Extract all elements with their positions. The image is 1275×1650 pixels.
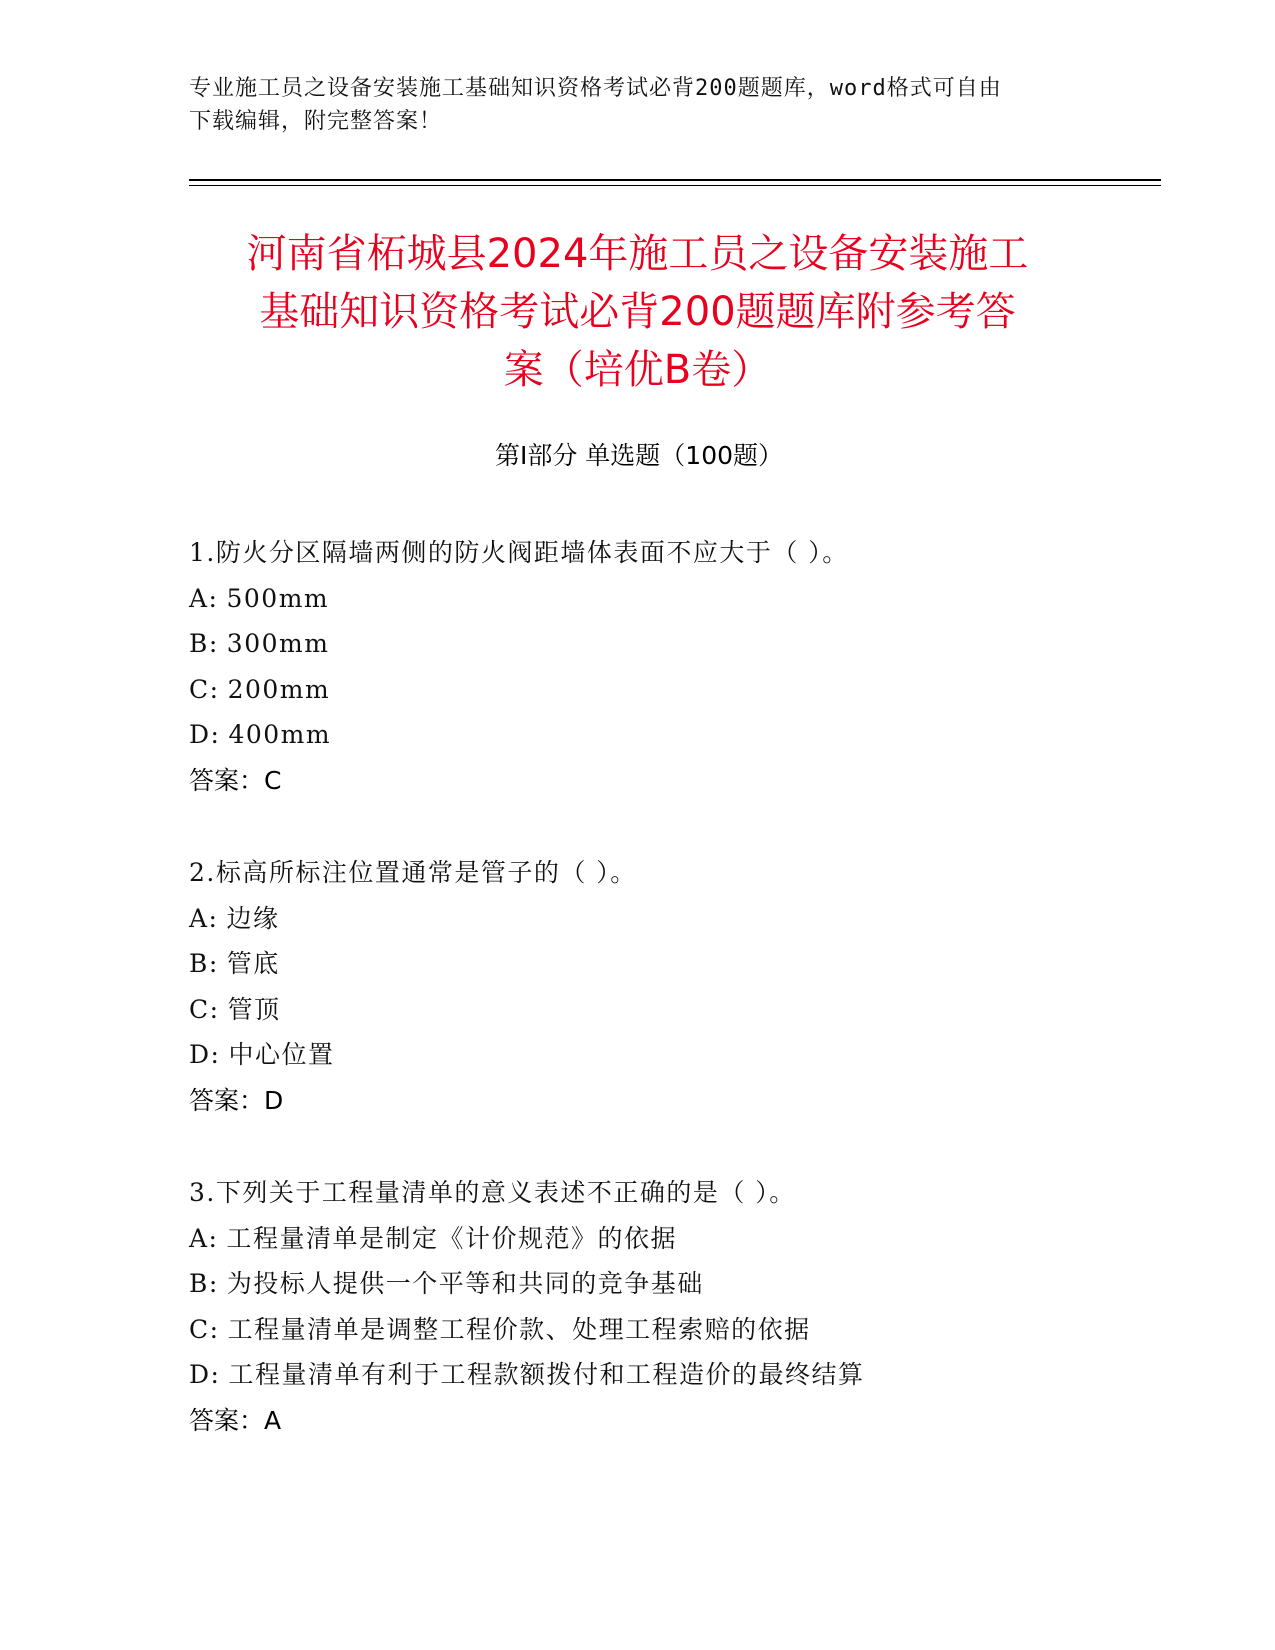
option-key: B: <box>189 1269 219 1298</box>
header-note-line-1: 专业施工员之设备安装施工基础知识资格考试必背200题题库，word格式可自由 <box>189 76 1002 101</box>
option-text: 边缘 <box>226 903 280 933</box>
option-text: 管顶 <box>227 994 281 1024</box>
answer-line: 答案：A <box>189 1405 282 1435</box>
option-key: C: <box>189 674 220 704</box>
option-key: C: <box>189 1314 220 1344</box>
answer-line: 答案：C <box>189 765 282 795</box>
option-b <box>189 1261 1149 1307</box>
option-d <box>189 712 1149 758</box>
option-b <box>189 941 1149 987</box>
document-title-line-3: 案（培优B卷） <box>503 347 772 393</box>
option-text: 工程量清单是制定《计价规范》的依据 <box>226 1223 677 1253</box>
question-stem: 1.防火分区隔墙两侧的防火阀距墙体表面不应大于（ ）。 <box>189 538 849 567</box>
option-key: A: <box>189 903 219 933</box>
option-b <box>189 621 1149 667</box>
option-key: D: <box>189 1040 221 1069</box>
document-title-line-2: 基础知识资格考试必背200题题库附参考答 <box>259 289 1016 335</box>
option-key: C: <box>189 994 220 1024</box>
option-text: 为投标人提供一个平等和共同的竞争基础 <box>226 1269 704 1298</box>
question-stem: 3.下列关于工程量清单的意义表述不正确的是（ ）。 <box>189 1178 796 1207</box>
question-2 <box>189 850 1149 1123</box>
option-key: B: <box>189 949 219 978</box>
option-c <box>189 1307 1149 1353</box>
header-divider-thick <box>189 179 1161 181</box>
option-text: 200mm <box>227 674 331 704</box>
option-text: 管底 <box>226 949 280 978</box>
option-c <box>189 987 1149 1033</box>
header-note-line-2: 下载编辑，附完整答案！ <box>189 109 443 134</box>
header-divider-thin <box>189 185 1161 186</box>
document-title <box>160 225 1115 399</box>
option-d <box>189 1032 1149 1078</box>
option-key: B: <box>189 629 219 658</box>
document-title-line-1: 河南省柘城县2024年施工员之设备安装施工 <box>246 231 1029 277</box>
section-title: 第Ⅰ部分 单选题（100题） <box>494 441 784 470</box>
option-key: D: <box>189 1360 221 1389</box>
option-key: A: <box>189 1223 219 1253</box>
option-text: 工程量清单有利于工程款额拨付和工程造价的最终结算 <box>228 1360 865 1389</box>
option-a <box>189 896 1149 942</box>
header-note <box>189 72 1089 138</box>
option-key: D: <box>189 720 221 749</box>
option-key: A: <box>189 583 219 613</box>
option-d <box>189 1352 1149 1398</box>
option-text: 工程量清单是调整工程价款、处理工程索赔的依据 <box>227 1314 811 1344</box>
option-text: 300mm <box>226 629 330 658</box>
option-text: 400mm <box>228 720 332 749</box>
option-a <box>189 576 1149 622</box>
answer-line: 答案：D <box>189 1085 284 1115</box>
option-a <box>189 1216 1149 1262</box>
option-text: 中心位置 <box>228 1040 335 1069</box>
option-c <box>189 667 1149 713</box>
question-3 <box>189 1170 1149 1443</box>
question-stem: 2.标高所标注位置通常是管子的（ ）。 <box>189 858 637 887</box>
option-text: 500mm <box>226 583 330 613</box>
question-1 <box>189 530 1149 803</box>
